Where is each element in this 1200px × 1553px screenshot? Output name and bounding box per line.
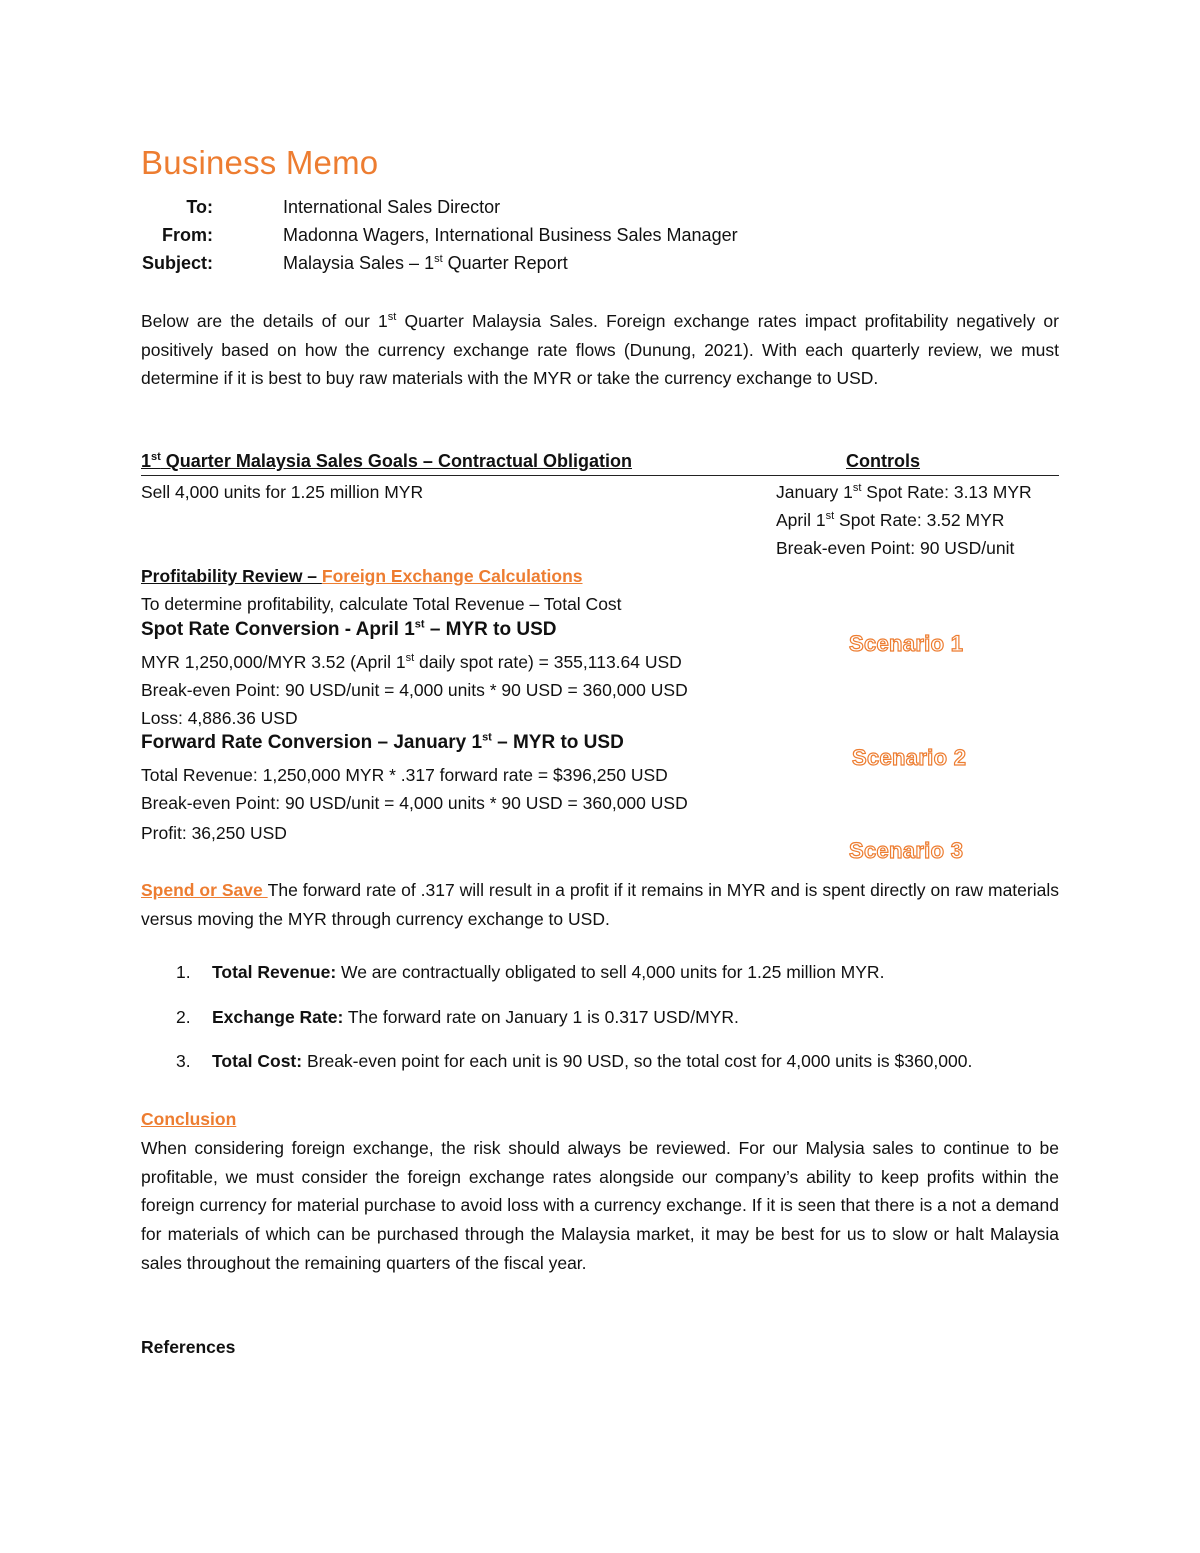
- profitability-heading: Profitability Review – Foreign Exchange Calculations: [141, 566, 583, 586]
- list-item: 2. Exchange Rate: The forward rate on January 1 is 0.317 USD/MYR.: [176, 1007, 739, 1027]
- spot-line-2: Break-even Point: 90 USD/unit = 4,000 units * 90 USD = 360,000 USD: [141, 680, 688, 700]
- intro-paragraph: Below are the details of our 1st Quarter Malaysia Sales. Foreign exchange rates impact profitability negatively or positively based on how the currency exchange rate flows (Dunung, 2021). With each quarterly review, we must determine if it is best to buy raw materials with the MYR or take the currency exchange to USD.: [141, 311, 1059, 389]
- controls-heading: Controls: [846, 451, 920, 471]
- from-label: From:: [162, 225, 213, 245]
- to-label: To:: [186, 197, 213, 217]
- spot-line-1: MYR 1,250,000/MYR 3.52 (April 1st daily spot rate) = 355,113.64 USD: [141, 652, 682, 672]
- goal-line: Sell 4,000 units for 1.25 million MYR: [141, 482, 424, 502]
- goals-heading: 1st Quarter Malaysia Sales Goals – Contractual Obligation: [141, 451, 632, 471]
- forward-line-3: Profit: 36,250 USD: [141, 823, 287, 843]
- spend-or-save-paragraph: Spend or Save The forward rate of .317 will result in a profit if it remains in MYR and is spent directly on raw materials versus moving the MYR through currency exchange to USD.: [141, 880, 1059, 929]
- spend-or-save-label: Spend or Save: [141, 880, 268, 900]
- forward-line-1: Total Revenue: 1,250,000 MYR * .317 forward rate = $396,250 USD: [141, 765, 668, 785]
- scenario-1-label: Scenario 1: [849, 631, 964, 656]
- subject-value: Malaysia Sales – 1st Quarter Report: [283, 253, 568, 273]
- profitability-intro: To determine profitability, calculate Total Revenue – Total Cost: [141, 594, 622, 614]
- subject-label: Subject:: [141, 253, 213, 273]
- goals-section-heading: [141, 450, 1059, 476]
- scenario-3-label: Scenario 3: [849, 838, 964, 863]
- spot-line-3: Loss: 4,886.36 USD: [141, 708, 298, 728]
- forward-line-2: Break-even Point: 90 USD/unit = 4,000 units * 90 USD = 360,000 USD: [141, 793, 688, 813]
- list-item: 1. Total Revenue: We are contractually obligated to sell 4,000 units for 1.25 million MYR.: [176, 962, 885, 982]
- conclusion-paragraph: When considering foreign exchange, the risk should always be reviewed. For our Malysia sales to continue to be profitable, we must consider the foreign exchange rates alongside our company’s ability to keep profits within the foreign currency for material purchase to avoid loss with a currency exchange. If it is seen that there is a not a demand for materials of which can be purchased through the Malaysia market, it may be best for us to slow or halt Malaysia sales throughout the remaining quarters of the fiscal year.: [141, 1138, 1059, 1273]
- control-jan-spot: January 1st Spot Rate: 3.13 MYR: [776, 482, 1032, 502]
- list-item: 3. Total Cost: Break-even point for each unit is 90 USD, so the total cost for 4,000 units is $360,000.: [176, 1051, 973, 1071]
- scenario-2-label: Scenario 2: [852, 745, 967, 770]
- memo-title: Business Memo: [141, 144, 379, 181]
- references-heading: References: [141, 1337, 236, 1357]
- from-value: Madonna Wagers, International Business Sales Manager: [283, 225, 738, 245]
- control-apr-spot: April 1st Spot Rate: 3.52 MYR: [776, 510, 1005, 530]
- forward-rate-heading: Forward Rate Conversion – January 1st – MYR to USD: [141, 731, 624, 753]
- to-value: International Sales Director: [283, 197, 501, 217]
- conclusion-heading: Conclusion: [141, 1109, 237, 1129]
- spot-rate-heading: Spot Rate Conversion - April 1st – MYR to USD: [141, 618, 557, 640]
- control-breakeven: Break-even Point: 90 USD/unit: [776, 538, 1015, 558]
